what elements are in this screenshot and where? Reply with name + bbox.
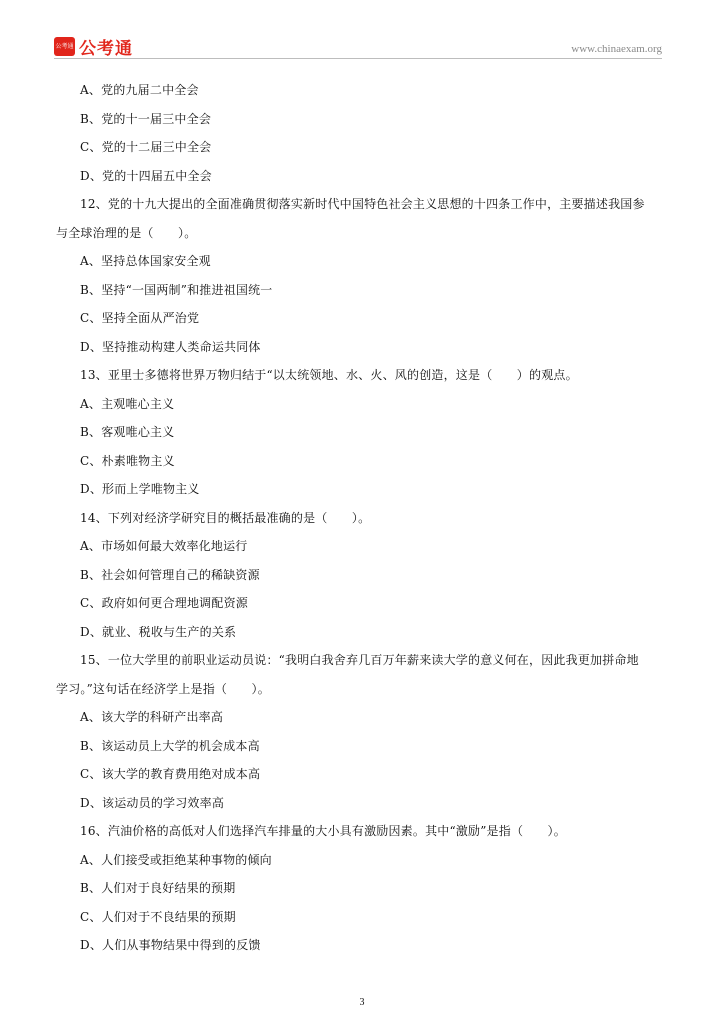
page-number: 3 <box>359 997 365 1008</box>
logo[interactable] <box>54 34 133 59</box>
question-text: 与全球治理的是（ ）。 <box>56 225 197 240</box>
answer-option: C、该大学的教育费用绝对成本高 <box>80 767 261 781</box>
page-header <box>0 0 724 64</box>
answer-option: D、坚持推动构建人类命运共同体 <box>80 339 261 354</box>
answer-option: D、就业、税收与生产的关系 <box>80 624 237 639</box>
question-text: 14、下列对经济学研究目的概括最准确的是（ ）。 <box>80 510 371 525</box>
document-body <box>56 76 664 960</box>
answer-option: D、人们从事物结果中得到的反馈 <box>80 938 261 952</box>
answer-option: B、党的十一届三中全会 <box>80 111 212 126</box>
answer-option: C、坚持全面从严治党 <box>80 311 200 325</box>
question-text: 学习。”这句话在经济学上是指（ ）。 <box>56 681 270 696</box>
question-text: 12、党的十九大提出的全面准确贯彻落实新时代中国特色社会主义思想的十四条工作中，主要描述我国参 <box>80 197 645 211</box>
answer-option: C、人们对于不良结果的预期 <box>80 909 236 924</box>
site-url[interactable]: www.chinaexam.org <box>571 43 662 55</box>
answer-option: C、政府如何更合理地调配资源 <box>80 596 248 610</box>
answer-option: A、市场如何最大效率化地运行 <box>80 539 248 553</box>
answer-option: B、社会如何管理自己的稀缺资源 <box>80 567 260 582</box>
answer-option: D、形而上学唯物主义 <box>80 482 200 496</box>
question-text: 13、亚里士多德将世界万物归结于“以太统领地、水、火、风的创造，这是（ ）的观点。 <box>80 368 578 382</box>
answer-option: D、党的十四届五中全会 <box>80 168 212 183</box>
answer-option: A、主观唯心主义 <box>80 396 175 411</box>
answer-option: B、人们对于良好结果的预期 <box>80 881 236 895</box>
answer-option: B、坚持“一国两制”和推进祖国统一 <box>80 282 273 297</box>
header-divider <box>54 58 662 59</box>
answer-option: D、该运动员的学习效率高 <box>80 795 225 810</box>
question-text: 16、汽油价格的高低对人们选择汽车排量的大小具有激励因素。其中“激励”是指（ ）。 <box>80 824 566 838</box>
answer-option: B、客观唯心主义 <box>80 425 175 439</box>
answer-option: C、朴素唯物主义 <box>80 453 175 468</box>
answer-option: A、坚持总体国家安全观 <box>80 254 211 268</box>
answer-option: A、党的九届二中全会 <box>80 83 199 97</box>
answer-option: A、人们接受或拒绝某种事物的倾向 <box>80 852 272 867</box>
answer-option: B、该运动员上大学的机会成本高 <box>80 738 260 753</box>
answer-option: C、党的十二届三中全会 <box>80 140 212 154</box>
answer-option: A、该大学的科研产出率高 <box>80 710 224 724</box>
question-text: 15、一位大学里的前职业运动员说：“我明白我舍弃几百万年薪来读大学的意义何在，因此我更加拼命地 <box>80 653 639 667</box>
logo-text: 公考通 <box>79 39 133 59</box>
logo-badge-icon: 公考通 <box>54 37 75 56</box>
